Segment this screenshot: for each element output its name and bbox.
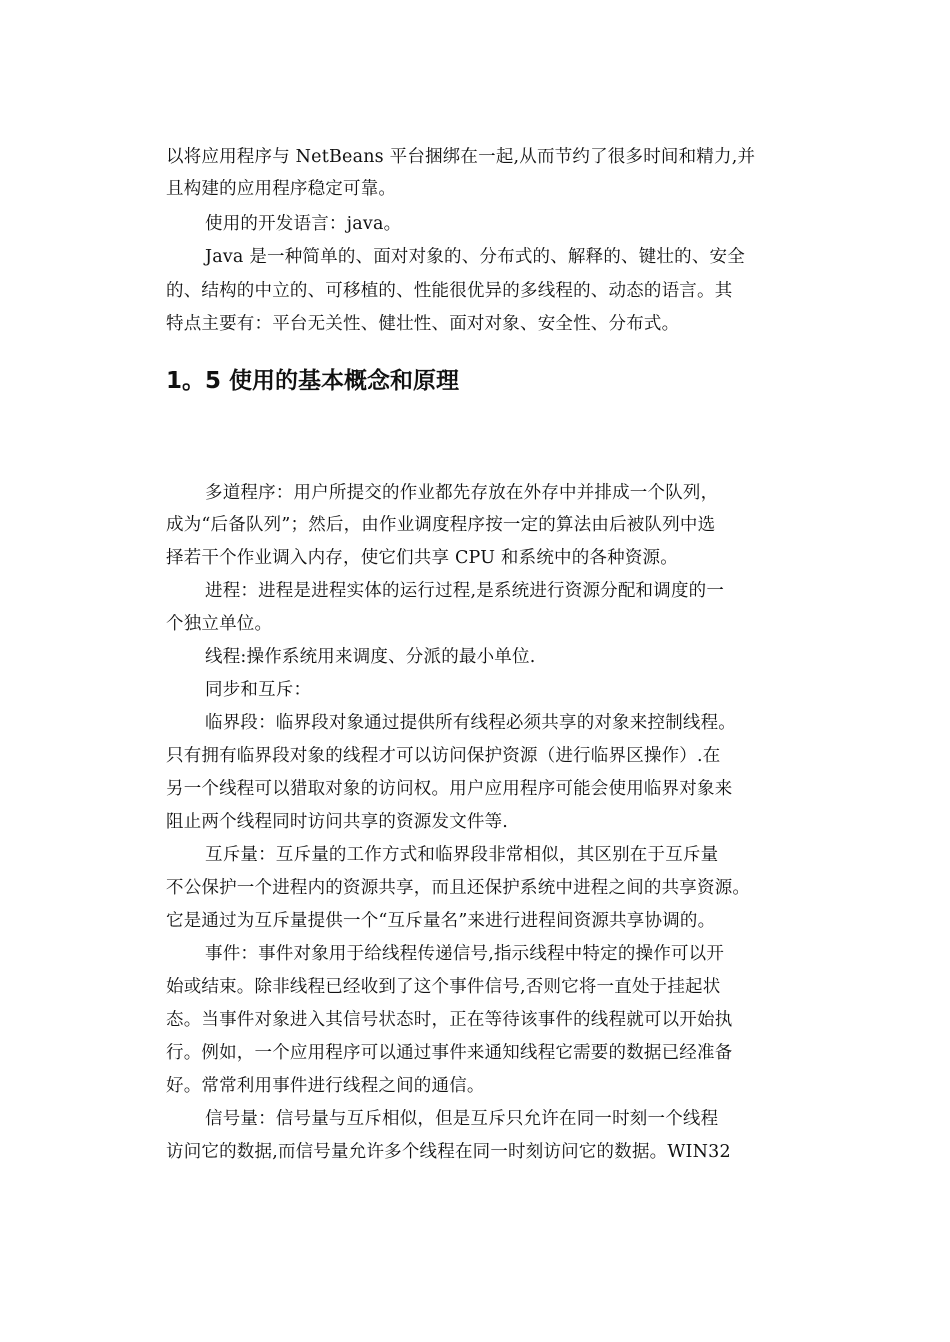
paragraph-line: 线程:操作系统用来调度、分派的最小单位. [205, 647, 536, 667]
paragraph-line: 态。当事件对象进入其信号状态时，正在等待该事件的线程就可以开始执 [166, 1010, 733, 1030]
paragraph-line: 好。常常利用事件进行线程之间的通信。 [166, 1076, 485, 1096]
paragraph-line: 只有拥有临界段对象的线程才可以访问保护资源（进行临界区操作）.在 [166, 746, 721, 766]
paragraph-line: 特点主要有：平台无关性、健壮性、面对对象、安全性、分布式。 [166, 314, 680, 334]
paragraph-line: 不公保护一个进程内的资源共享，而且还保护系统中进程之间的共享资源。 [166, 878, 751, 898]
paragraph-line: 以将应用程序与 NetBeans 平台捆绑在一起,从而节约了很多时间和精力,并 [166, 147, 756, 167]
paragraph-line: 多道程序：用户所提交的作业都先存放在外存中并排成一个队列， [205, 483, 719, 503]
section-heading: 1。5 使用的基本概念和原理 [166, 368, 460, 394]
paragraph-line: 且构建的应用程序稳定可靠。 [166, 179, 397, 199]
paragraph-line: 互斥量：互斥量的工作方式和临界段非常相似，其区别在于互斥量 [205, 845, 719, 865]
paragraph-line: 它是通过为互斥量提供一个“互斥量名”来进行进程间资源共享协调的。 [166, 911, 716, 931]
paragraph-line: 始或结束。除非线程已经收到了这个事件信号,否则它将一直处于挂起状 [166, 977, 721, 997]
paragraph-line: 同步和互斥： [205, 680, 312, 700]
paragraph-line: 的、结构的中立的、可移植的、性能很优异的多线程的、动态的语言。其 [166, 281, 733, 301]
paragraph-line: 个独立单位。 [166, 614, 273, 634]
paragraph-line: 使用的开发语言：java。 [205, 214, 402, 234]
paragraph-line: 成为“后备队列”；然后，由作业调度程序按一定的算法由后被队列中选 [166, 515, 716, 535]
paragraph-line: Java 是一种简单的、面对对象的、分布式的、解释的、键壮的、安全 [205, 247, 745, 267]
paragraph-line: 进程：进程是进程实体的运行过程,是系统进行资源分配和调度的一 [205, 581, 725, 601]
paragraph-line: 访问它的数据,而信号量允许多个线程在同一时刻访问它的数据。WIN32 [166, 1142, 731, 1162]
paragraph-line: 另一个线程可以猎取对象的访问权。用户应用程序可能会使用临界对象来 [166, 779, 733, 799]
paragraph-line: 临界段：临界段对象通过提供所有线程必须共享的对象来控制线程。 [205, 713, 736, 733]
paragraph-line: 择若干个作业调入内存，使它们共享 CPU 和系统中的各种资源。 [166, 548, 678, 568]
paragraph-line: 阻止两个线程同时访问共享的资源发文件等. [166, 812, 509, 832]
paragraph-line: 信号量：信号量与互斥相似，但是互斥只允许在同一时刻一个线程 [205, 1109, 719, 1129]
paragraph-line: 事件：事件对象用于给线程传递信号,指示线程中特定的操作可以开 [205, 944, 725, 964]
paragraph-line: 行。例如，一个应用程序可以通过事件来通知线程它需要的数据已经准备 [166, 1043, 733, 1063]
